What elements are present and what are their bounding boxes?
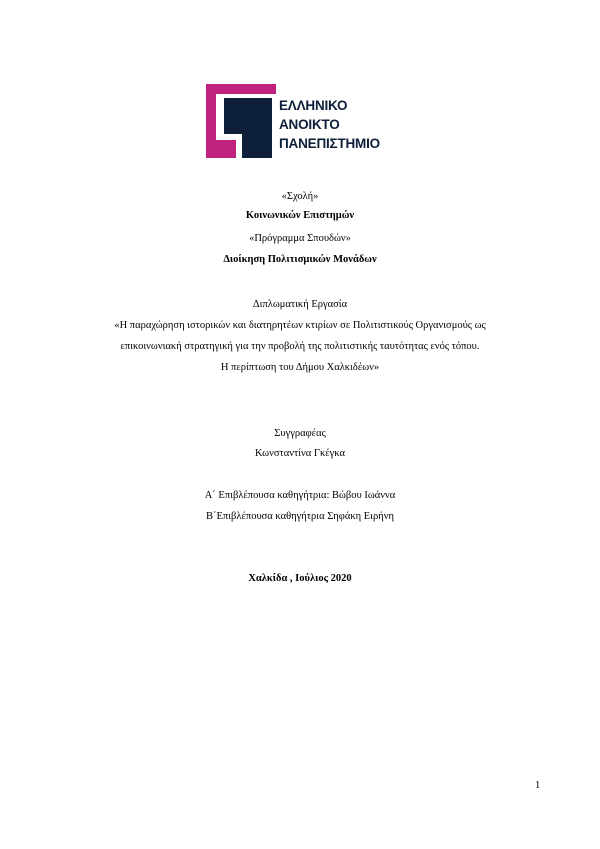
program-label: «Πρόγραμμα Σπουδών» (249, 233, 351, 244)
logo-line-2: ΑΝΟΙΚΤΟ (279, 117, 340, 132)
thesis-title-line-2: επικοινωνιακή στρατηγική για την προβολή της πολιτιστικής ταυτότητας ενός τόπου. (120, 341, 480, 352)
second-supervisor: Β΄Επιβλέπουσα καθηγήτρια Σηφάκη Ειρήνη (206, 511, 394, 522)
place-date: Χαλκίδα , Ιούλιος 2020 (248, 573, 352, 584)
thesis-title-line-1: «Η παραχώρηση ιστορικών και διατηρητέων κτιρίων σε Πολιτιστικούς Οργανισμούς ως (114, 320, 486, 331)
author-label: Συγγραφέας (274, 428, 326, 439)
logo-wordmark (279, 96, 399, 153)
thesis-type: Διπλωματική Εργασία (252, 299, 348, 310)
author-name: Κωνσταντίνα Γκέγκα (254, 448, 345, 459)
program-name: Διοίκηση Πολιτισμικών Μονάδων (223, 254, 377, 265)
logo-line-1: ΕΛΛΗΝΙΚΟ (279, 98, 348, 113)
university-logo (206, 84, 396, 158)
thesis-title-line-3: Η περίπτωση του Δήμου Χαλκιδέων» (220, 362, 380, 373)
first-supervisor: Α΄ Επιβλέπουσα καθηγήτρια: Βώβου Ιωάννα (204, 490, 396, 501)
logo-mark-icon (206, 84, 276, 158)
logo-line-3: ΠΑΝΕΠΙΣΤΗΜΙΟ (279, 136, 380, 151)
school-name: Κοινωνικών Επιστημών (245, 210, 355, 221)
school-label: «Σχολή» (281, 191, 319, 202)
page-number: 1 (535, 780, 541, 791)
